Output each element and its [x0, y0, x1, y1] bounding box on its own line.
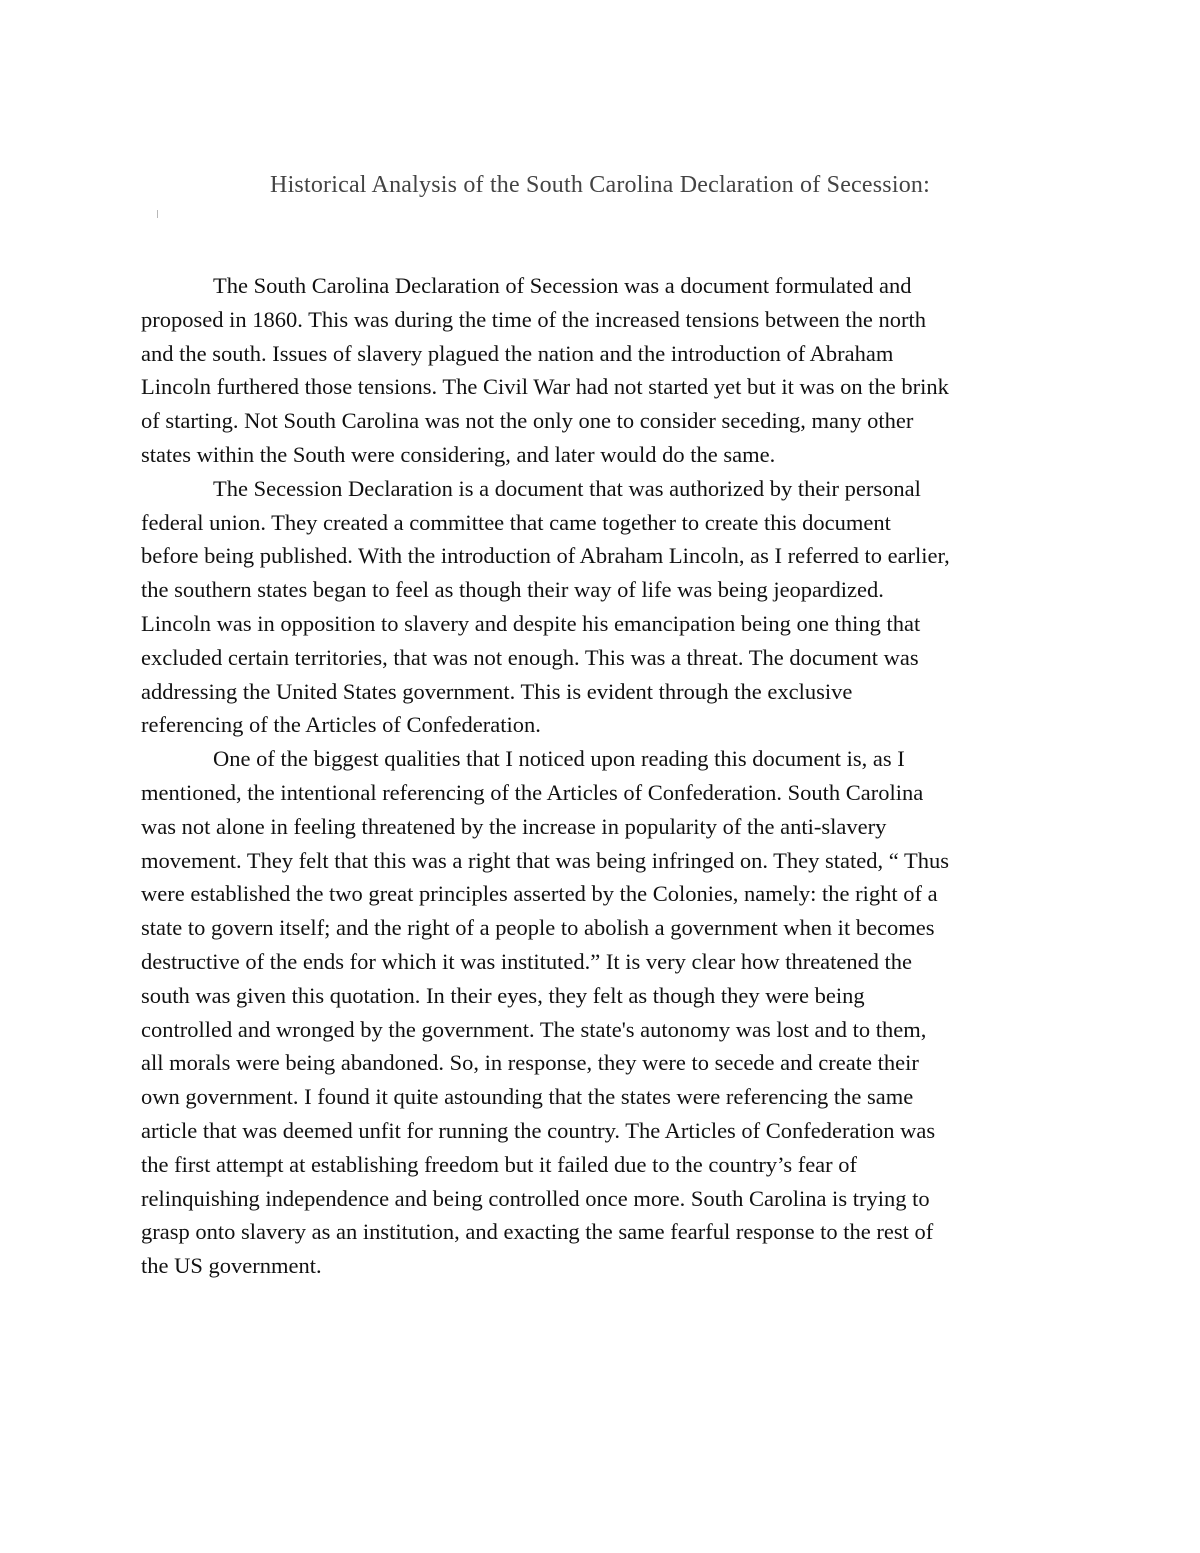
text-line: states within the South were considering, and later would do the same.: [141, 441, 776, 467]
text-line: the US government.: [141, 1253, 322, 1279]
text-line: controlled and wronged by the government. The state's autonomy was lost and to them,: [141, 1016, 927, 1042]
text-line: destructive of the ends for which it was instituted.” It is very clear how threatened the: [141, 948, 912, 974]
text-line: relinquishing independence and being controlled once more. South Carolina is trying to: [141, 1185, 930, 1211]
text-line: federal union. They created a committee that came together to create this document: [141, 509, 891, 535]
text-line: article that was deemed unfit for running the country. The Articles of Confederation was: [141, 1117, 936, 1143]
text-line: excluded certain territories, that was not enough. This was a threat. The document was: [141, 644, 919, 670]
text-line: of starting. Not South Carolina was not the only one to consider seceding, many other: [141, 408, 914, 434]
text-line: Lincoln was in opposition to slavery and despite his emancipation being one thing that: [141, 610, 921, 636]
text-line: The Secession Declaration is a document that was authorized by their personal: [213, 475, 921, 501]
text-cursor-mark: [157, 210, 158, 218]
text-line: mentioned, the intentional referencing of the Articles of Confederation. South Carolina: [141, 779, 924, 805]
document-body: [141, 269, 1061, 1283]
text-line: referencing of the Articles of Confederation.: [141, 712, 541, 738]
text-line: movement. They felt that this was a right that was being infringed on. They stated, “ Thus: [141, 847, 949, 873]
paragraph-1: [141, 269, 1061, 472]
text-line: were established the two great principles asserted by the Colonies, namely: the right of a: [141, 881, 938, 907]
text-line: was not alone in feeling threatened by the increase in popularity of the anti-slavery: [141, 813, 887, 839]
text-line: addressing the United States government. This is evident through the exclusive: [141, 678, 853, 704]
paragraph-2: [141, 472, 1061, 742]
text-line: proposed in 1860. This was during the time of the increased tensions between the north: [141, 306, 927, 332]
text-line: all morals were being abandoned. So, in response, they were to secede and create their: [141, 1050, 919, 1076]
text-line: own government. I found it quite astounding that the states were referencing the same: [141, 1084, 914, 1110]
text-line: and the south. Issues of slavery plagued the nation and the introduction of Abraham: [141, 340, 894, 366]
paragraph-3: [141, 742, 1061, 1283]
text-line: south was given this quotation. In their eyes, they felt as though they were being: [141, 982, 865, 1008]
document-title: Historical Analysis of the South Carolina Declaration of Secession:: [270, 172, 930, 198]
text-line: before being published. With the introduction of Abraham Lincoln, as I referred to earlier,: [141, 543, 950, 569]
text-line: The South Carolina Declaration of Secession was a document formulated and: [213, 273, 912, 298]
text-line: grasp onto slavery as an institution, and exacting the same fearful response to the rest of: [141, 1219, 934, 1245]
text-line: One of the biggest qualities that I noticed upon reading this document is, as I: [213, 746, 905, 772]
text-line: state to govern itself; and the right of a people to abolish a government when it becomes: [141, 915, 935, 941]
text-line: the southern states began to feel as though their way of life was being jeopardized.: [141, 577, 884, 603]
text-line: Lincoln furthered those tensions. The Civil War had not started yet but it was on the brink: [141, 374, 949, 400]
text-line: the first attempt at establishing freedom but it failed due to the country’s fear of: [141, 1151, 858, 1177]
